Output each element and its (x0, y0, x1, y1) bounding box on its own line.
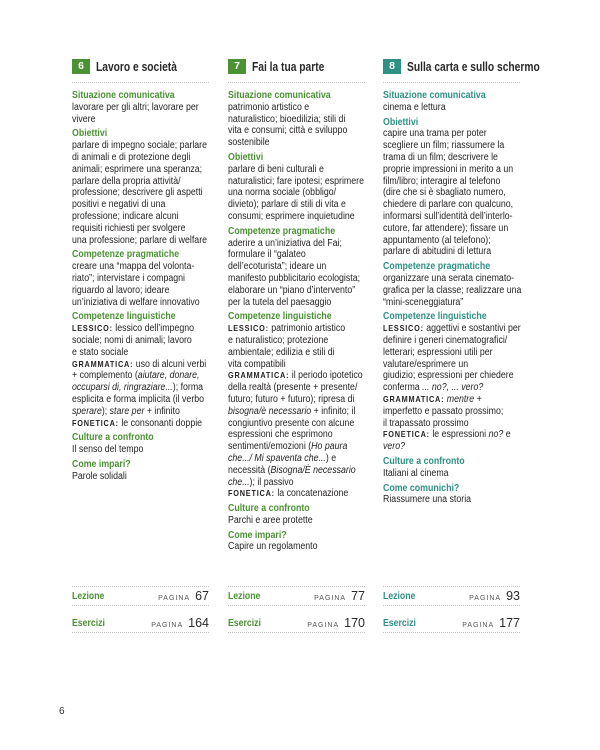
text-line (383, 164, 537, 176)
unit-number-badge: 7 (228, 59, 246, 74)
section-come-comunichi (383, 483, 537, 507)
text-line (72, 187, 226, 199)
text-segment: parlare di abitudini di lettura (383, 246, 492, 258)
section-body (383, 323, 537, 453)
skill-category-label: LESSICO: (72, 323, 113, 334)
italic-example: che.../ Mi spaventa che... (228, 452, 326, 464)
unit-6-column (72, 0, 222, 750)
unit-title: Lavoro e società (96, 60, 177, 74)
text-segment: scegliere un film; riassumere la (383, 140, 505, 152)
section-body (72, 261, 226, 308)
text-line (228, 335, 382, 347)
text-segment: valutare/esprimere un (383, 358, 469, 370)
text-line (72, 382, 226, 394)
text-line (228, 125, 382, 137)
text-line (383, 199, 537, 211)
text-line (383, 285, 537, 297)
italic-example: stare per (109, 405, 145, 417)
text-line (72, 140, 226, 152)
section-body (72, 444, 226, 456)
text-line (383, 494, 537, 506)
lezione-label: Lezione (72, 590, 105, 602)
text-line (72, 297, 226, 309)
unit-contents (383, 90, 537, 509)
text-segment: e stato sociale (72, 346, 129, 358)
text-line (383, 468, 537, 480)
text-line (72, 285, 226, 297)
text-line (72, 406, 226, 418)
text-line (228, 406, 382, 418)
text-segment: e naturalistico; protezione (228, 334, 329, 346)
page-number: 93 (506, 589, 520, 603)
skill-category-label: GRAMMATICA: (228, 370, 290, 381)
text-line (228, 114, 382, 126)
text-line (72, 359, 226, 371)
text-segment: divieto); parlare di stili di vita e (228, 199, 346, 211)
text-line (72, 152, 226, 164)
text-line (383, 441, 537, 453)
text-segment: una norma sociale (obbligo/ (228, 187, 337, 199)
text-segment: parlare di impegno sociale; parlare (72, 140, 208, 152)
text-line (72, 176, 226, 188)
text-segment: conferma (383, 382, 423, 394)
text-line (383, 394, 537, 406)
skill-category-label: FONETICA: (72, 417, 119, 428)
text-line (72, 418, 226, 430)
text-line (72, 261, 226, 273)
section-body (383, 273, 537, 308)
text-line (72, 102, 226, 114)
text-segment: vita compatibili (228, 358, 286, 370)
section-heading: Competenze pragmatiche (72, 249, 180, 261)
unit-contents (228, 90, 382, 556)
text-segment: chiedere di parlare con qualcuno, (383, 199, 514, 211)
text-segment: Capire un regolamento (228, 541, 318, 553)
section-body (383, 128, 537, 258)
lezione-label: Lezione (228, 590, 261, 602)
section-heading: Come comunichi? (383, 482, 460, 494)
section-situazione-comunicativa (383, 90, 537, 114)
text-segment: ); il passivo (249, 476, 294, 488)
page-reference (307, 616, 365, 630)
text-line (383, 128, 537, 140)
unit-header (228, 59, 388, 75)
page-number: 177 (499, 616, 520, 630)
text-line (72, 235, 226, 247)
text-segment: Parole solidali (72, 470, 127, 482)
text-line (228, 441, 382, 453)
text-segment: imperfetto e passato prossimo; (383, 405, 504, 417)
text-segment: naturalistici; fare ipotesi; esprimere (228, 175, 364, 187)
text-line (72, 273, 226, 285)
italic-example: bisogna/è necessario (228, 405, 312, 417)
section-competenze-pragmatiche (72, 249, 226, 308)
text-segment: Italiani al cinema (383, 467, 449, 479)
text-line (228, 273, 382, 285)
text-segment: vivere (72, 113, 96, 125)
text-segment: patrimonio artistico (268, 323, 346, 335)
text-segment: espressioni che esprimono (228, 429, 333, 441)
text-segment: capire una trama per poter (383, 128, 487, 140)
text-line (383, 176, 537, 188)
text-line (72, 114, 226, 126)
skill-category-label: FONETICA: (228, 488, 275, 499)
text-line (228, 187, 382, 199)
text-segment: lavorare per gli altri; lavorare per (72, 101, 199, 113)
text-segment: letterari; espressioni utili per (383, 346, 493, 358)
text-line (228, 297, 382, 309)
text-segment: lessico dell’impegno (112, 323, 195, 335)
text-segment: aggettivi e sostantivi per (423, 323, 521, 335)
text-line (228, 453, 382, 465)
page-number: 67 (195, 589, 209, 603)
text-line (228, 382, 382, 394)
text-segment: positivi e negativi di una (72, 199, 166, 211)
section-heading: Obiettivi (228, 151, 264, 163)
text-segment: le espressioni (429, 429, 489, 441)
text-line (228, 102, 382, 114)
section-body (228, 238, 382, 309)
text-segment: + infinito; il (311, 405, 356, 417)
section-heading: Competenze pragmatiche (383, 261, 491, 273)
esercizi-label: Esercizi (228, 617, 261, 629)
text-segment: professione; descrivere gli aspetti (72, 187, 203, 199)
text-segment: parlare della propria attività/ (72, 175, 181, 187)
section-body (72, 323, 226, 429)
text-segment: esplicita e forma implicita (il verbo (72, 393, 205, 405)
text-line (383, 273, 537, 285)
text-segment: appuntamento (al telefono); (383, 234, 491, 246)
text-line (383, 359, 537, 371)
text-segment: + complemento ( (72, 370, 138, 382)
text-line (383, 370, 537, 382)
text-segment: cinema e lettura (383, 101, 446, 113)
text-line (228, 199, 382, 211)
unit-contents (72, 90, 226, 486)
pagina-label: PAGINA (151, 622, 184, 629)
page-number-footer: 6 (59, 706, 65, 717)
section-competenze-linguistiche (383, 311, 537, 453)
text-segment: trama di un film; descrivere le (383, 151, 498, 163)
skill-category-label: LESSICO: (228, 323, 269, 334)
text-line (228, 429, 382, 441)
section-heading: Competenze linguistiche (383, 311, 487, 323)
page-number: 77 (351, 589, 365, 603)
text-segment: di animali e di protezione degli (72, 151, 191, 163)
text-line (383, 418, 537, 430)
text-line (72, 199, 226, 211)
section-culture-a-confronto (72, 432, 226, 456)
text-segment: requisiti richiesti per svolgere (72, 222, 186, 234)
lezione-page-link[interactable] (228, 586, 365, 606)
section-heading: Competenze linguistiche (228, 311, 332, 323)
text-segment: parlare di beni culturali e (228, 163, 324, 175)
unit-7-column (228, 0, 378, 750)
page-number: 164 (188, 616, 209, 630)
section-heading: Come impari? (228, 529, 287, 541)
text-segment: ) e (325, 452, 337, 464)
text-line (228, 238, 382, 250)
text-segment: grafica per la classe; realizzare una (383, 284, 522, 296)
unit-title: Sulla carta e sullo schermo (407, 60, 540, 74)
italic-example: occuparsi di, ringraziare... (72, 382, 173, 394)
pagina-label: PAGINA (158, 595, 191, 602)
page-reference (469, 589, 520, 603)
unit-header (383, 59, 543, 75)
section-heading: Competenze pragmatiche (228, 225, 336, 237)
lezione-page-link[interactable] (72, 586, 209, 606)
esercizi-page-link[interactable] (72, 614, 209, 633)
text-segment: organizzare una serata cinemato- (383, 272, 515, 284)
text-line (228, 477, 382, 489)
text-line (72, 211, 226, 223)
esercizi-page-link[interactable] (228, 614, 365, 633)
section-competenze-linguistiche (228, 311, 382, 500)
pagina-label: PAGINA (469, 595, 502, 602)
text-line (383, 335, 537, 347)
italic-example: Bisogna/È necessario (270, 464, 356, 476)
text-line (72, 471, 226, 483)
text-line (228, 394, 382, 406)
text-segment: le consonanti doppie (118, 417, 203, 429)
text-segment: Il senso del tempo (72, 444, 144, 456)
section-body (72, 102, 226, 126)
section-competenze-linguistiche (72, 311, 226, 429)
section-heading: Obiettivi (383, 116, 419, 128)
text-line (383, 297, 537, 309)
text-line (228, 249, 382, 261)
text-segment: ); forma (172, 382, 204, 394)
italic-example: no? (488, 429, 504, 441)
text-segment: congiuntivo presente con alcune (228, 417, 355, 429)
text-segment: patrimonio artistico e (228, 101, 310, 113)
text-line (228, 176, 382, 188)
text-segment: sostenibile (228, 137, 270, 149)
pagina-label: PAGINA (307, 622, 340, 629)
text-segment: Parchi e aree protette (228, 514, 313, 526)
pagina-label: PAGINA (462, 622, 495, 629)
section-heading: Obiettivi (72, 128, 108, 140)
section-situazione-comunicativa (228, 90, 382, 149)
section-situazione-comunicativa (72, 90, 226, 125)
text-line (228, 488, 382, 500)
text-segment: riato”; intervistare i compagni (72, 272, 185, 284)
italic-example: vero? (383, 441, 406, 453)
section-heading: Culture a confronto (228, 503, 310, 515)
text-segment: elaborare un “piano d’intervento” (228, 284, 356, 296)
unit-title: Fai la tua parte (252, 60, 325, 74)
text-segment: animali; esprimere una speranza; (72, 163, 203, 175)
text-line (228, 359, 382, 371)
section-culture-a-confronto (228, 503, 382, 527)
text-segment: futuro; futuro + futuro); ripresa di (228, 393, 355, 405)
text-line (228, 515, 382, 527)
text-line (383, 152, 537, 164)
section-body (228, 323, 382, 500)
skill-category-label: LESSICO: (383, 323, 424, 334)
section-body (228, 102, 382, 149)
esercizi-page-link[interactable] (383, 614, 520, 633)
skill-category-label: FONETICA: (383, 429, 430, 440)
section-heading: Culture a confronto (383, 455, 465, 467)
unit-number-badge: 8 (383, 59, 401, 74)
section-heading: Situazione comunicativa (383, 90, 486, 101)
text-segment: (dire che si è sbagliato numero, (383, 187, 506, 199)
text-line (228, 418, 382, 430)
text-line (72, 444, 226, 456)
section-culture-a-confronto (383, 456, 537, 480)
section-heading: Situazione comunicativa (72, 90, 175, 101)
text-segment: giudizio; espressioni per chiedere (383, 370, 514, 382)
lezione-label: Lezione (383, 590, 416, 602)
section-body (383, 494, 537, 506)
italic-example: aiutare, donare, (137, 370, 200, 382)
section-obiettivi (228, 152, 382, 223)
text-segment: film/libro; interagire al telefono (383, 175, 501, 187)
text-segment: definire i generi cinematografici/ (383, 334, 508, 346)
text-line (383, 382, 537, 394)
text-line (228, 261, 382, 273)
text-segment: proprie impressioni in merito a un (383, 163, 514, 175)
section-heading: Culture a confronto (72, 432, 154, 444)
section-heading: Come impari? (72, 458, 131, 470)
text-segment: creare una “mappa del volonta- (72, 261, 195, 273)
section-heading: Competenze linguistiche (72, 311, 176, 323)
text-line (383, 223, 537, 235)
unit-number-badge: 6 (72, 59, 90, 74)
section-come-impari (72, 459, 226, 483)
italic-example: Ho paura (311, 441, 348, 453)
skill-category-label: GRAMMATICA: (383, 393, 445, 404)
section-body (228, 164, 382, 223)
text-line (228, 164, 382, 176)
text-line (72, 335, 226, 347)
section-obiettivi (72, 128, 226, 246)
text-line (383, 187, 537, 199)
text-line (228, 465, 382, 477)
text-segment: il trapassato prossimo (383, 417, 469, 429)
esercizi-label: Esercizi (383, 617, 416, 629)
text-line (228, 137, 382, 149)
text-segment: sociale; nomi di animali; lavoro (72, 334, 192, 346)
text-segment: Riassumere una storia (383, 494, 472, 506)
text-line (228, 370, 382, 382)
text-line (228, 541, 382, 553)
text-segment: + infinito (144, 405, 180, 417)
text-line (383, 429, 537, 441)
text-line (383, 211, 537, 223)
italic-example: che... (228, 476, 250, 488)
text-segment: della realtà (presente + presente/ (228, 382, 358, 394)
text-line (228, 323, 382, 335)
text-line (72, 394, 226, 406)
section-competenze-pragmatiche (383, 261, 537, 308)
header-divider (72, 82, 209, 83)
italic-example: mentre (446, 393, 475, 405)
text-segment: un’iniziativa di welfare innovativo (72, 296, 200, 308)
text-line (383, 347, 537, 359)
text-line (228, 347, 382, 359)
text-segment: e (503, 429, 511, 441)
text-segment: informarsi sull’identità dell’interlo- (383, 210, 513, 222)
text-segment: vita e consumi; città e sviluppo (228, 125, 348, 137)
text-segment: ambientale; edilizia e stili di (228, 346, 335, 358)
text-segment: la concatenazione (274, 488, 349, 500)
unit-header (72, 59, 232, 75)
italic-example: ... no?, ... vero? (422, 382, 484, 394)
section-body (72, 471, 226, 483)
section-heading: Situazione comunicativa (228, 90, 331, 101)
text-segment: per la tutela del paesaggio (228, 296, 332, 308)
text-segment: “mini-sceneggiatura” (383, 296, 464, 308)
text-segment: uso di alcuni verbi (133, 358, 207, 370)
section-body (228, 541, 382, 553)
header-divider (383, 82, 520, 83)
page-number: 170 (344, 616, 365, 630)
skill-category-label: GRAMMATICA: (72, 358, 134, 369)
text-segment: il periodo ipotetico (289, 370, 363, 382)
section-obiettivi (383, 117, 537, 259)
text-segment: naturalistico; bioedilizia; stili di (228, 113, 346, 125)
text-line (72, 347, 226, 359)
page-reference (158, 589, 209, 603)
text-segment: ); (101, 405, 110, 417)
lezione-page-link[interactable] (383, 586, 520, 606)
text-line (383, 102, 537, 114)
text-segment: cutore, far attendere); fissare un (383, 222, 509, 234)
text-segment: sentimenti/emozioni ( (228, 441, 312, 453)
text-segment: + (474, 393, 482, 405)
text-line (72, 370, 226, 382)
unit-8-column (383, 0, 540, 750)
text-line (383, 323, 537, 335)
text-segment: formulare il “galateo (228, 249, 306, 261)
section-body (72, 140, 226, 246)
esercizi-label: Esercizi (72, 617, 105, 629)
text-line (383, 235, 537, 247)
page-reference (314, 589, 365, 603)
text-line (228, 285, 382, 297)
text-segment: dell’ecoturista”; ideare un (228, 261, 327, 273)
page-reference (151, 616, 209, 630)
section-come-impari (228, 530, 382, 554)
text-line (72, 323, 226, 335)
text-segment: manifesto pubblicitario ecologista; (228, 272, 361, 284)
section-body (383, 468, 537, 480)
section-body (383, 102, 537, 114)
text-segment: necessità ( (228, 464, 271, 476)
text-line (383, 140, 537, 152)
text-segment: professione; indicare alcuni (72, 210, 179, 222)
text-line (383, 406, 537, 418)
text-line (72, 164, 226, 176)
text-segment: una professione; parlare di welfare (72, 234, 208, 246)
section-body (228, 515, 382, 527)
italic-example: sperare (72, 405, 102, 417)
text-segment: consumi; esprimere inquietudine (228, 210, 355, 222)
section-competenze-pragmatiche (228, 226, 382, 309)
page-reference (462, 616, 520, 630)
text-segment: riguardo al lavoro; ideare (72, 284, 170, 296)
text-line (72, 223, 226, 235)
header-divider (228, 82, 365, 83)
pagina-label: PAGINA (314, 595, 347, 602)
text-line (228, 211, 382, 223)
text-segment: aderire a un’iniziativa del Fai; (228, 237, 342, 249)
text-line (383, 246, 537, 258)
